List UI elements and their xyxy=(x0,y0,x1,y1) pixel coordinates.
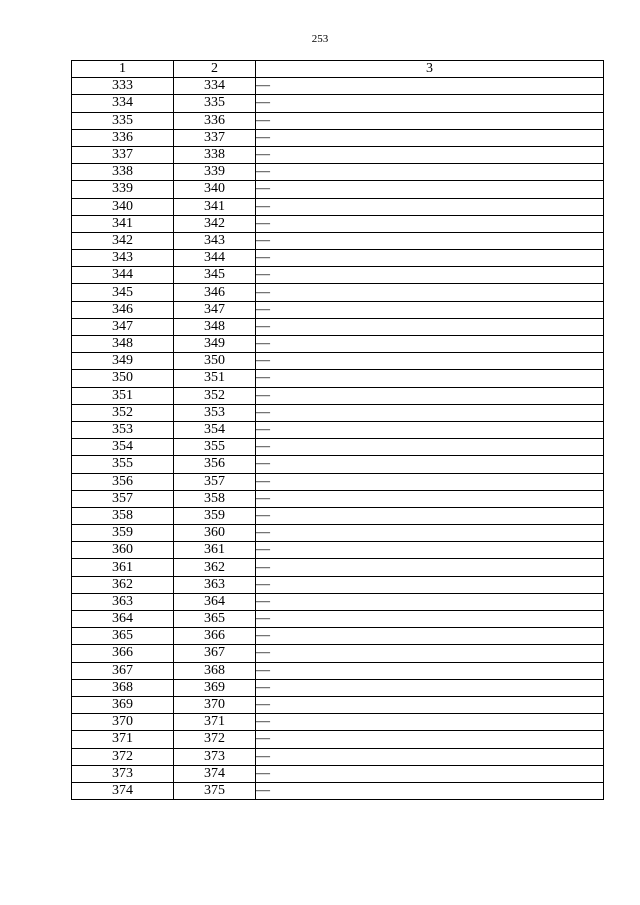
table-cell-col1: 350 xyxy=(72,370,174,387)
table-cell-col1: 373 xyxy=(72,765,174,782)
table-cell-col2: 343 xyxy=(174,232,256,249)
table-cell-col1: 339 xyxy=(72,181,174,198)
table-row xyxy=(72,559,604,576)
table-cell-col3: — xyxy=(256,507,604,524)
table-row xyxy=(72,301,604,318)
table-cell-col2: 360 xyxy=(174,525,256,542)
table-cell-col1: 338 xyxy=(72,164,174,181)
table-cell-col2: 357 xyxy=(174,473,256,490)
table-cell-col3: — xyxy=(256,267,604,284)
table-cell-col2: 334 xyxy=(174,78,256,95)
table-cell-col1: 355 xyxy=(72,456,174,473)
table-cell-col3: — xyxy=(256,748,604,765)
table-cell-col1: 370 xyxy=(72,714,174,731)
table-cell-col1: 361 xyxy=(72,559,174,576)
table-cell-col2: 368 xyxy=(174,662,256,679)
table-cell-col3: — xyxy=(256,662,604,679)
table-cell-col2: 352 xyxy=(174,387,256,404)
table-row xyxy=(72,336,604,353)
table-cell-col3: — xyxy=(256,611,604,628)
table-cell-col2: 348 xyxy=(174,318,256,335)
table-row xyxy=(72,353,604,370)
table-cell-col2: 341 xyxy=(174,198,256,215)
table-row xyxy=(72,507,604,524)
table-row xyxy=(72,490,604,507)
table-cell-col2: 335 xyxy=(174,95,256,112)
table-row xyxy=(72,267,604,284)
table-cell-col1: 366 xyxy=(72,645,174,662)
table-cell-col1: 367 xyxy=(72,662,174,679)
table-cell-col2: 340 xyxy=(174,181,256,198)
table-cell-col1: 347 xyxy=(72,318,174,335)
table-cell-col1: 362 xyxy=(72,576,174,593)
table-cell-col3: — xyxy=(256,387,604,404)
table-header-row xyxy=(72,61,604,78)
table-cell-col1: 371 xyxy=(72,731,174,748)
table-row xyxy=(72,129,604,146)
table-cell-col3: — xyxy=(256,78,604,95)
table-cell-col1: 363 xyxy=(72,593,174,610)
table-row xyxy=(72,78,604,95)
table-row xyxy=(72,439,604,456)
table-cell-col1: 340 xyxy=(72,198,174,215)
table-cell-col3: — xyxy=(256,112,604,129)
table-cell-col3: — xyxy=(256,696,604,713)
table-cell-col2: 345 xyxy=(174,267,256,284)
table-row xyxy=(72,611,604,628)
table-cell-col3: — xyxy=(256,146,604,163)
table-cell-col1: 356 xyxy=(72,473,174,490)
column-header-1: 1 xyxy=(72,61,174,78)
table-cell-col3: — xyxy=(256,679,604,696)
table-cell-col2: 367 xyxy=(174,645,256,662)
page-number: 253 xyxy=(311,33,329,45)
table-row xyxy=(72,250,604,267)
table-cell-col1: 346 xyxy=(72,301,174,318)
table-body xyxy=(72,78,604,800)
table-cell-col3: — xyxy=(256,782,604,799)
table-row xyxy=(72,765,604,782)
table-cell-col1: 337 xyxy=(72,146,174,163)
table-cell-col2: 361 xyxy=(174,542,256,559)
table-cell-col3: — xyxy=(256,215,604,232)
table-cell-col1: 369 xyxy=(72,696,174,713)
table-row xyxy=(72,370,604,387)
table-row xyxy=(72,387,604,404)
table-cell-col1: 341 xyxy=(72,215,174,232)
table-cell-col3: — xyxy=(256,129,604,146)
table-cell-col2: 342 xyxy=(174,215,256,232)
table-row xyxy=(72,645,604,662)
table-row xyxy=(72,318,604,335)
table-cell-col3: — xyxy=(256,404,604,421)
table-cell-col2: 347 xyxy=(174,301,256,318)
column-header-2: 2 xyxy=(174,61,256,78)
table-row xyxy=(72,473,604,490)
table-cell-col2: 366 xyxy=(174,628,256,645)
table-row xyxy=(72,95,604,112)
table-cell-col1: 351 xyxy=(72,387,174,404)
table-cell-col3: — xyxy=(256,542,604,559)
table-cell-col3: — xyxy=(256,318,604,335)
table-cell-col1: 333 xyxy=(72,78,174,95)
table-cell-col2: 369 xyxy=(174,679,256,696)
table-cell-col2: 355 xyxy=(174,439,256,456)
table-row xyxy=(72,576,604,593)
table-cell-col1: 358 xyxy=(72,507,174,524)
table-cell-col1: 336 xyxy=(72,129,174,146)
table-cell-col2: 362 xyxy=(174,559,256,576)
table-cell-col2: 358 xyxy=(174,490,256,507)
data-table xyxy=(71,60,604,800)
table-cell-col3: — xyxy=(256,95,604,112)
table-cell-col2: 373 xyxy=(174,748,256,765)
table-row xyxy=(72,714,604,731)
table-cell-col3: — xyxy=(256,731,604,748)
table-cell-col1: 348 xyxy=(72,336,174,353)
table-row xyxy=(72,525,604,542)
table-row xyxy=(72,748,604,765)
table-row xyxy=(72,593,604,610)
table-cell-col3: — xyxy=(256,336,604,353)
table-cell-col3: — xyxy=(256,232,604,249)
table-row xyxy=(72,404,604,421)
table-row xyxy=(72,662,604,679)
table-cell-col1: 349 xyxy=(72,353,174,370)
table-cell-col3: — xyxy=(256,353,604,370)
table-cell-col2: 371 xyxy=(174,714,256,731)
table-cell-col1: 365 xyxy=(72,628,174,645)
table-cell-col3: — xyxy=(256,284,604,301)
table-cell-col2: 353 xyxy=(174,404,256,421)
table-cell-col1: 335 xyxy=(72,112,174,129)
table-cell-col2: 351 xyxy=(174,370,256,387)
table-cell-col3: — xyxy=(256,198,604,215)
table-cell-col1: 368 xyxy=(72,679,174,696)
table-cell-col3: — xyxy=(256,525,604,542)
table-cell-col2: 339 xyxy=(174,164,256,181)
table-cell-col3: — xyxy=(256,765,604,782)
table-cell-col1: 357 xyxy=(72,490,174,507)
table-row xyxy=(72,421,604,438)
table-cell-col3: — xyxy=(256,714,604,731)
table-cell-col3: — xyxy=(256,593,604,610)
table-row xyxy=(72,782,604,799)
table-cell-col3: — xyxy=(256,301,604,318)
table-row xyxy=(72,112,604,129)
table-cell-col1: 353 xyxy=(72,421,174,438)
table-cell-col2: 359 xyxy=(174,507,256,524)
table-cell-col2: 344 xyxy=(174,250,256,267)
table-cell-col3: — xyxy=(256,456,604,473)
table-cell-col2: 338 xyxy=(174,146,256,163)
table-cell-col1: 345 xyxy=(72,284,174,301)
table-cell-col1: 334 xyxy=(72,95,174,112)
table-cell-col3: — xyxy=(256,370,604,387)
table-cell-col1: 343 xyxy=(72,250,174,267)
table-row xyxy=(72,628,604,645)
table-cell-col3: — xyxy=(256,576,604,593)
column-header-3: 3 xyxy=(256,61,604,78)
table-row xyxy=(72,731,604,748)
table-row xyxy=(72,181,604,198)
table-cell-col1: 372 xyxy=(72,748,174,765)
table-cell-col3: — xyxy=(256,473,604,490)
table-cell-col2: 336 xyxy=(174,112,256,129)
table-cell-col2: 365 xyxy=(174,611,256,628)
table-cell-col1: 354 xyxy=(72,439,174,456)
table-cell-col1: 344 xyxy=(72,267,174,284)
table-cell-col2: 364 xyxy=(174,593,256,610)
table-cell-col2: 372 xyxy=(174,731,256,748)
table-cell-col3: — xyxy=(256,628,604,645)
table-cell-col3: — xyxy=(256,439,604,456)
table-row xyxy=(72,198,604,215)
table-cell-col3: — xyxy=(256,490,604,507)
table-row xyxy=(72,215,604,232)
table-cell-col1: 359 xyxy=(72,525,174,542)
table-cell-col1: 352 xyxy=(72,404,174,421)
table-cell-col3: — xyxy=(256,164,604,181)
table-row xyxy=(72,542,604,559)
table-cell-col2: 337 xyxy=(174,129,256,146)
table-row xyxy=(72,696,604,713)
table-cell-col2: 370 xyxy=(174,696,256,713)
table-row xyxy=(72,232,604,249)
table-row xyxy=(72,284,604,301)
table-cell-col2: 346 xyxy=(174,284,256,301)
table-row xyxy=(72,456,604,473)
table-row xyxy=(72,679,604,696)
table-cell-col3: — xyxy=(256,421,604,438)
table-cell-col2: 350 xyxy=(174,353,256,370)
table-cell-col1: 342 xyxy=(72,232,174,249)
table-cell-col3: — xyxy=(256,250,604,267)
table-cell-col2: 349 xyxy=(174,336,256,353)
table-cell-col3: — xyxy=(256,181,604,198)
table-cell-col2: 356 xyxy=(174,456,256,473)
table-cell-col2: 374 xyxy=(174,765,256,782)
table-cell-col1: 374 xyxy=(72,782,174,799)
table-cell-col1: 360 xyxy=(72,542,174,559)
table-cell-col2: 375 xyxy=(174,782,256,799)
table-cell-col2: 363 xyxy=(174,576,256,593)
table-cell-col3: — xyxy=(256,645,604,662)
table-cell-col2: 354 xyxy=(174,421,256,438)
table-cell-col1: 364 xyxy=(72,611,174,628)
table-cell-col3: — xyxy=(256,559,604,576)
table-row xyxy=(72,164,604,181)
table-row xyxy=(72,146,604,163)
